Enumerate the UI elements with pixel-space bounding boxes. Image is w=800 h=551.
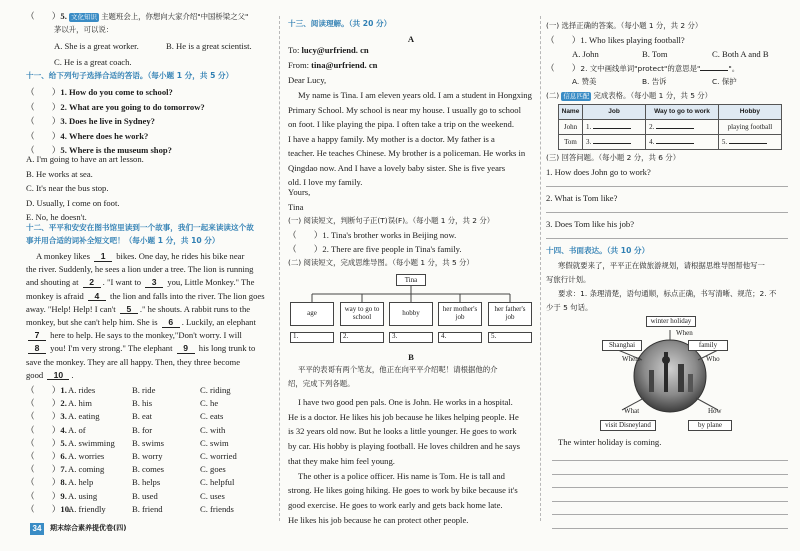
table-header: Way to go to work [646,105,719,120]
middle-column: 十三、阅读理解。（共 20 分） A To: lucy@urfriend. cn From: tina@urfriend. cn Dear Lucy, My name is Tina. I am eleven years old. I am a student in Hongxing Primary School. My school is near my house. I usually go to school on foot. I like playing the pipa. I often take a trip on the weekend. I have a happy family. My mother is a doctor. My father is a teacher. He teaches Chinese. My brother is a policeman. He works in Qingdao now. And I have a lovely baby sister. She is five years old. I love my family. Yours, Tina (一) 阅读短文，判断句子正(T)误(F)。（每小题 1 分，共 2 分） （ ）1. Tina's brother works in Beijing now. （ ）2. There are five people in Tina's family. (二) 阅读短文，完成思维导图。（每小题 1 分，共 5 分） Tina age 1. way to go to school 2. hobby 3. her mother's job 4. her father's job 5. B 平平的表哥有两个笔友，他正在向平平介绍呢！请根据他的介 绍，完成下列各题。 I have two good pen pals. One is John. He works in a hospital. He is a doctor. He likes his job because he likes helping people. He is 32 years old now. But he looks a little younger. He goes to work by car. His hobby is playing football. He loves children and he says that they make him feel young. The other is a police officer. His name is Tom. He is tall and strong. He likes going hiking. He goes to work by bike because it's good exercise. He goes to work early and gets back home late. He likes his job because he can protect other people. [288,0,534,551]
choice-c: C. helpful [200,477,235,488]
writing-line [552,487,788,488]
mindmap-blank: 5. [488,332,532,343]
cell-blank [729,143,767,144]
option: C. 保护 [712,77,737,86]
passage-line: He likes his job because he can protect other people. [288,514,469,525]
question-text: 1. How does John go to work? [546,167,651,177]
matching-question [26,103,272,115]
blank-number: 8 [28,344,46,354]
email-from: From: tina@urfriend. cn [288,60,378,70]
column-divider [540,16,541,521]
choice-row [26,465,272,477]
answer-bracket: （ ） [26,398,61,409]
choice-row [26,439,272,451]
mindmap-node: hobby [389,302,433,326]
story-line [26,265,272,277]
passage-line: The other is a police officer. His name is Tom. He is tall and [298,470,505,481]
choice-row [26,505,272,517]
table-cell [582,135,645,150]
choice-row [26,452,272,464]
matching-answer: C. It's near the bus stop. [26,183,109,193]
mindmap-node: age [290,302,334,326]
story-line [26,331,272,343]
matching-question [26,132,272,144]
story-line [26,358,272,370]
choice-a: A. of [68,424,86,435]
choice-b: B. comes [132,464,164,475]
mindmap-blank: 1. [290,332,334,343]
plane-box: by plane [688,420,732,431]
question-text: 4. Where does he work? [60,130,149,141]
blank-number: 7 [28,331,46,341]
choice-row [26,426,272,438]
holiday-mindmap-lines [546,312,794,437]
choice-b: B. swims [132,437,164,448]
question-text: 1. How do you come to school? [60,87,173,97]
table-cell [559,135,583,150]
option: A. 赞美 [572,77,597,86]
right-column: (一) 选择正确的答案。（每小题 1 分，共 2 分） （ ）1. Who likes playing football? A. John B. Tom C. Both A and B （ ）2. 文中画线单词"protect"的意思是" "。 A. 赞美 B. 告诉 C. 保护 (二) 信息匹配 完成表格。（每小题 1 分，共 5 分） Name Job Way to go to work Hobby John 1. 2. playing football Tom 3. 4. 5. (三) 回答问题。（每小题 2 分，共 6 分） 1. How does John go to work? 2. What is Tom like? 3. Does Tom like his job? 十四、书面表达。（共 10 分） 寒假就要来了，平平正在做旅游规划，请根据思维导图帮他写一 写旅行计划。 要求：1. 条理清楚，语句通顺，标点正确，书写清晰、规范；2. 不 少于 5 句话。 winter holiday When Shanghai family Where Who What How visit Disneyland by plane The winter holiday is coming. [546,0,794,551]
story-text: his long trunk to [196,343,256,354]
answer-bracket: （ ） [26,130,61,141]
cell-blank [656,143,694,144]
writing-line [552,474,788,475]
option: A. John [572,49,599,59]
choice-number: 4. [60,424,67,435]
matching-answer: B. He works at sea. [26,168,93,179]
story-text: away. "Help! Help! I can't [26,303,118,314]
choice-c: C. friends [200,503,234,514]
table-cell [646,120,719,135]
story-line [26,292,272,304]
tf-title: (一) 阅读短文，判断句子正(T)误(F)。（每小题 1 分，共 2 分） [288,216,495,225]
choice-c: C. swim [200,437,229,448]
answer-bracket: （ ） [26,437,61,448]
choice-b: B. helps [132,477,161,488]
question-text: 5. Where is the museum shop? [60,145,172,155]
left-column: （ ）5. 文化知识 主题班会上，你想向大家介绍"中国桥梁之父" 茅以升，可以说： A. She is a great worker. B. He is a great scientist. C. He is a great coach. 十一、给下列句子选择合适的答语。（每小题 1 分，共 5 分） （ ）1. How do you come to school? （ ）2. What are you going to do tomorrow? （ ）3. Does he live in Sydney? （ ）4. Where does he work? （ ）5. Where is the museum shop? A. I'm going to have an art lesson. B. He works at sea. C. It's near the bus stop. D. Usually, I come on foot. E. No, he doesn't. 十二、平平和安安在图书馆里读到一个故事，我们一起来读读这个故 事并用合适的词补全短文吧！（每小题 1 分，共 10 分） A monkey likes 1 bikes. One day, he rides his bike near the river. Suddenly, he sees a lion under a tree. The lion is running and shouting at 2 . "I want to 3 you, Little Monkey." The monkey is afraid 4 the lion and falls into the river. The lion goes away. "Help! Help! I can't 5 ." he shouts. A rabbit runs to the monkey, but she can't help him. She is 6 . Luckily, an elephant 7 here to help. He says to the monkey,"Don't worry. I will 8 you! I'm very strong." The elephant 9 his long trunk to save the monkey. They are all happy. Then, they three become good 10 . （ ）1. A. rides B. ride C. riding （ ）2. A. him B. his C. he （ ）3. A. eating B. eat C. eats （ ）4. A. of B. for C. with （ ）5. A. swimming B. swims C. swim （ ）6. A. worries B. worry C. worried （ ）7. A. coming B. comes C. goes （ ）8. A. help B. helps C. helpful （ ）9. A. using B. used C. uses （ ）10. A. friendly B. friend C. friends [26,0,272,551]
option: C. Both A and B [712,49,769,59]
mindmap-title: (二) 阅读短文，完成思维导图。（每小题 1 分，共 5 分） [288,258,474,267]
mindmap-blank: 3. [389,332,433,343]
cell-blank [593,128,631,129]
blank-number: 6 [162,318,180,328]
table-cell [718,135,781,150]
choice-a: A. coming [68,464,105,475]
matching-answer: D. Usually, I come on foot. [26,197,120,208]
cell-text: 3. [585,137,592,146]
choice-a: A. eating [68,411,100,422]
story-text: you! I'm very strong." The elephant [48,343,175,354]
culture-tag: 文化知识 [71,13,97,21]
table-cell [559,120,583,135]
story-text: save the monkey. They are all happy. Then, they three become [26,356,241,367]
table-header: Job [582,105,645,120]
choice-b: B. worry [132,451,163,461]
choice-number: 5. [60,437,67,448]
story-text: . "I want to [102,277,144,288]
footer-title: 期末综合素养提优卷(四) [50,524,127,532]
table-cell [646,135,719,150]
choice-number: 8. [60,477,67,488]
choice-number: 10. [60,503,72,514]
column-divider [279,16,280,521]
section-12-title: 十二、平平和安安在图书馆里读到一个故事，我们一起来读读这个故 [26,223,254,232]
page-number: 34 [30,523,44,535]
question-text: 3. Does he live in Sydney? [60,116,155,126]
choice-c: C. worried [200,451,237,461]
letter-line: teacher. He teaches Chinese. My brother is a policeman. He works in [288,148,526,158]
question-text: 3. Does Tom like his job? [546,219,635,229]
choice-a: A. swimming [68,437,115,448]
choice-b: B. eat [132,411,153,422]
choice-row [26,492,272,504]
letter-line: Primary School. My school is near my house. I usually go to school [288,104,521,115]
matching-answer: E. No, he doesn't. [26,212,87,222]
writing-line [552,460,788,461]
letter-line: My name is Tina. I am eleven years old. I am a student in Hongxing [298,90,532,100]
story-text: A monkey likes [36,251,93,261]
table-cell [718,120,781,135]
cell-blank [593,143,631,144]
cell-text: John [563,122,578,131]
blank-number: 4 [88,292,106,302]
option: B. 告诉 [642,77,667,86]
cell-text: 2. [649,122,655,131]
story-text: and shouting at [26,277,81,288]
answer-question [546,220,794,232]
story-text: here to help. He says to the monkey,"Don't worry. I will [48,330,242,341]
passage-line: is 32 years old now. But he looks a little younger. He goes to work [288,426,517,437]
story-line [26,278,272,290]
choice-c: C. he [200,398,219,409]
choice-a: A. him [68,398,92,409]
story-text: monkey is afraid [26,290,86,301]
story-text: the lion and falls into the river. The lion goes [107,290,265,301]
cell-text: playing football [727,122,773,131]
mindmap-node: her mother's job [438,302,482,326]
choice-number: 9. [60,490,67,501]
writing-line [552,514,788,515]
q5-line: （ ）5. 文化知识 主题班会上，你想向大家介绍"中国桥梁之父" [26,11,249,21]
choice-a: A. rides [68,385,96,395]
story-line [26,318,272,330]
story-text: . [71,369,74,380]
mindmap-node: her father's job [488,302,532,326]
choice-number: 1. [60,385,67,395]
answer-bracket: （ ） [26,477,61,488]
answer-line [546,212,788,213]
choice-number: 3. [60,411,67,422]
letter-line: old. I love my family. [288,177,363,187]
choice-c: C. uses [200,490,225,501]
choice-b: B. friend [132,503,163,514]
story-line [26,371,272,383]
choice-b: B. used [132,490,158,501]
story-text: . Luckily, an elephant [181,317,256,327]
table-header: Hobby [718,105,781,120]
choice-row [26,399,272,411]
answer-bracket: （ ） [26,490,61,501]
passage-line: good exercise. He goes to work early and gets back home late. [288,499,503,510]
answer-bracket: （ ） [26,101,61,112]
cell-text: 5. [721,137,728,146]
choice-b: B. for [132,424,153,435]
mindmap-node: way to go to school [340,302,384,326]
q1-options [572,50,794,62]
choice-a: A. using [68,490,98,501]
choice-row [26,478,272,490]
mindmap-root: Tina [396,274,426,286]
choice-c: C. goes [200,464,226,475]
story-line [26,305,272,317]
matching-answer: A. I'm going to have an art lesson. [26,154,144,164]
answer-bracket: （ ） [26,87,61,97]
disneyland-box: visit Disneyland [600,420,656,431]
choice-c: C. eats [200,411,224,422]
section-11-title: 十一、给下列句子选择合适的答语。（每小题 1 分，共 5 分） [26,71,234,80]
choice-row [26,386,272,398]
answer-bracket: （ ） [26,411,61,422]
blank-number: 5 [120,305,138,315]
option: B. Tom [642,49,668,59]
story-text: the river. Suddenly, he sees a lion under a tree. The lion is running [26,264,254,275]
question-text: 2. What is Tom like? [546,193,618,203]
answer-bracket: （ ） [26,503,61,514]
answer-bracket: （ ） [26,385,61,395]
story-text: good [26,369,46,380]
story-line [36,252,272,264]
story-text: ." he shouts. A rabbit runs to the [139,303,251,314]
matching-question [26,88,272,100]
matching-question [26,117,272,129]
writing-line [552,528,788,529]
answer-line [546,238,788,239]
passage-line: strong. He likes going hiking. He goes to work by bike because it's [288,485,518,496]
choice-a: A. help [68,477,94,488]
table-header: Name [559,105,583,120]
choice-b: B. ride [132,385,156,395]
choice-number: 6. [60,451,67,461]
letter-line: on foot. I like playing the pipa. I often take a trip on the weekend. [288,119,514,129]
shanghai-box: Shanghai [602,340,642,351]
holiday-center: winter holiday [646,316,696,327]
choice-number: 7. [60,464,67,475]
letter-line: I have a happy family. My mother is a doctor. My father is a [288,133,495,144]
choice-a: A. friendly [68,503,106,514]
email-to: To: lucy@urfriend. cn [288,45,369,55]
table-cell [582,120,645,135]
passage-line: that they make him feel young. [288,455,395,466]
family-box: family [688,340,728,351]
answer-bracket: （ ） [26,145,61,155]
choice-row [26,412,272,424]
blank-number: 2 [83,278,101,288]
answer-bracket: （ ） [26,464,61,475]
answer-bracket: （ ） [26,116,61,126]
letter-line: Qingdao now. And I have a lovely baby sister. She is five years [288,162,506,173]
cell-text: 1. [585,122,592,131]
passage-line: He is a doctor. He likes his job because he likes helping people. He [288,411,519,422]
answer-bracket: （ ） [26,424,61,435]
section-14-title: 十四、书面表达。（共 10 分） [546,246,650,255]
section-13-title: 十三、阅读理解。（共 20 分） [288,19,392,28]
blank-number: 10 [47,371,69,381]
info-table [558,104,782,150]
answer-question [546,168,794,180]
cell-text: 4. [649,137,655,146]
passage-line: by car. His hobby is playing football. He loves children and he says [288,441,520,452]
choice-b: B. his [132,398,153,409]
cell-text: Tom [564,137,577,146]
answer-question [546,194,794,206]
choice-c: C. with [200,424,226,435]
answer-bracket: （ ） [26,451,61,461]
cell-blank [656,128,694,129]
blank-number: 9 [177,344,195,354]
writing-line [552,501,788,502]
q2-options [572,78,794,90]
story-text: monkey, but she can't help him. She is [26,317,160,327]
story-text: you, Little Monkey." The [165,277,255,288]
mindmap-blank: 4. [438,332,482,343]
blank-number: 3 [145,278,163,288]
mindmap-blank: 2. [340,332,384,343]
story-text: bikes. One day, he rides his bike near [114,251,245,261]
blank-number: 1 [94,252,112,262]
answer-line [546,186,788,187]
story-line [26,344,272,356]
choice-number: 2. [60,398,67,409]
choice-a: A. worries [68,451,105,461]
passage-line: I have two good pen pals. One is John. He works in a hospital. [298,397,513,407]
question-text: 2. What are you going to do tomorrow? [60,101,205,112]
choice-c: C. riding [200,385,231,395]
